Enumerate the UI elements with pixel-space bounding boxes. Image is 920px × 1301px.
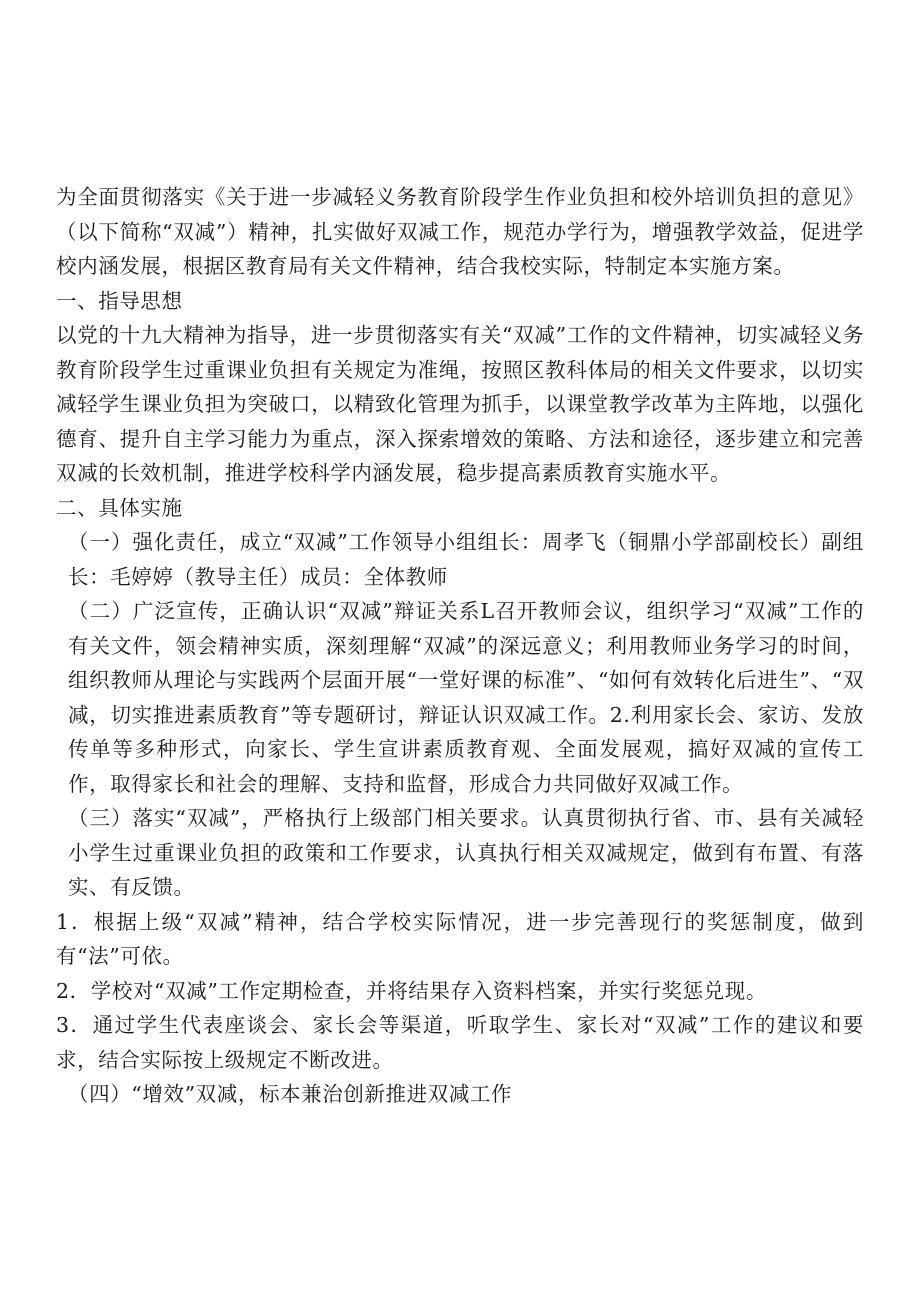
item-responsibility: （一）强化责任，成立“双减”工作领导小组组长：周孝飞（铜鼎小学部副校长）副组长：毛婷婷（教导主任）成员：全体教师 <box>68 530 864 589</box>
intro-paragraph: 为全面贯彻落实《关于进一步减轻义务教育阶段学生作业负担和校外培训负担的意见》（以下简称“双减”）精神，扎实做好双减工作，规范办学行为，增强教学效益，促进学校内涵发展，根据区教育局有关文件精神，结合我校实际，特制定本实施方案。 <box>56 185 864 278</box>
point-3: 3．通过学生代表座谈会、家长会等渠道，听取学生、家长对“双减”工作的建议和要求，结合实际按上级规定不断改进。 <box>56 1013 864 1072</box>
item-publicity: （二）广泛宣传，正确认识“双减”辩证关系L召开教师会议，组织学习“双减”工作的有关文件，领会精神实质，深刻理解“双减”的深远意义；利用教师业务学习的时间，组织教师从理论与实践两个层面开展“一堂好课的标准”、“如何有效转化后进生”、“双减，切实推进素质教育”等专题研讨，辩证认识双减工作。2.利用家长会、家访、发放传单等多种形式，向家长、学生宣讲素质教育观、全面发展观，搞好双减的宣传工作，取得家长和社会的理解、支持和监督，形成合力共同做好双减工作。 <box>68 599 864 796</box>
item-efficiency: （四）“增效”双减，标本兼治创新推进双减工作 <box>68 1082 513 1106</box>
point-2: 2．学校对“双减”工作定期检查，并将结果存入资料档案，并实行奖惩兑现。 <box>56 978 768 1003</box>
point-1: 1．根据上级“双减”精神，结合学校实际情况，进一步完善现行的奖惩制度，做到有“法”可依。 <box>56 909 864 968</box>
document-body <box>56 180 864 1112</box>
item-implementation: （三）落实“双减”，严格执行上级部门相关要求。认真贯彻执行省、市、县有关减轻小学生过重课业负担的政策和工作要求，认真执行相关双减规定，做到有布置、有落实、有反馈。 <box>68 806 864 899</box>
section-heading-guiding-ideology: 一、指导思想 <box>56 288 183 313</box>
guiding-ideology-paragraph: 以党的十九大精神为指导，进一步贯彻落实有关“双减”工作的文件精神，切实减轻义务教育阶段学生过重课业负担有关规定为准绳，按照区教科体局的相关文件要求，以切实减轻学生课业负担为突破口，以精致化管理为抓手，以课堂教学改革为主阵地，以强化德育、提升自主学习能力为重点，深入探索增效的策略、方法和途径，逐步建立和完善双减的长效机制，推进学校科学内涵发展，稳步提高素质教育实施水平。 <box>56 323 864 485</box>
section-heading-implementation: 二、具体实施 <box>56 495 183 520</box>
